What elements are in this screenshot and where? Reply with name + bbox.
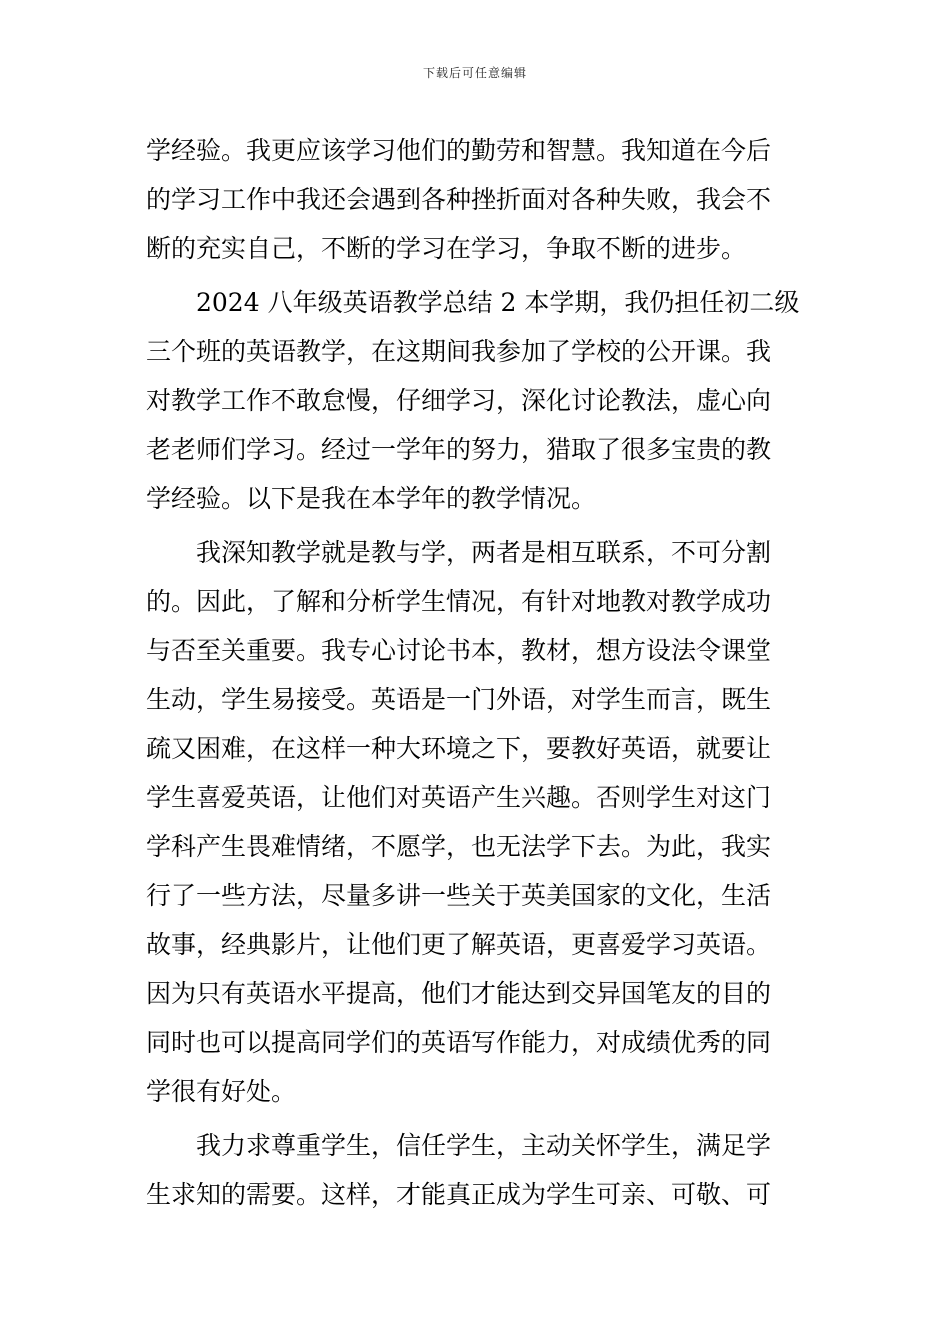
text-line: 同时也可以提高同学们的英语写作能力，对成绩优秀的同 — [146, 1028, 772, 1057]
text-line: 学生喜爱英语，让他们对英语产生兴趣。否则学生对这门 — [146, 783, 772, 812]
text-line: 的学习工作中我还会遇到各种挫折面对各种失败，我会不 — [146, 185, 772, 214]
text-line: 学很有好处。 — [146, 1077, 297, 1106]
document-body — [146, 126, 806, 1219]
text-line: 我深知教学就是教与学，两者是相互联系，不可分割 — [196, 538, 772, 567]
text-line: 学科产生畏难情绪，不愿学，也无法学下去。为此，我实 — [146, 832, 772, 861]
text-line: 断的充实自己，不断的学习在学习，争取不断的进步。 — [146, 234, 747, 263]
text-line: 老老师们学习。经过一学年的努力，猎取了很多宝贵的教 — [146, 435, 772, 464]
text-line: 疏又困难，在这样一种大环境之下，要教好英语，就要让 — [146, 734, 772, 763]
text-line: 因为只有英语水平提高，他们才能达到交异国笔友的目的 — [146, 979, 772, 1008]
text-line: 生求知的需要。这样，才能真正成为学生可亲、可敬、可 — [146, 1180, 772, 1209]
text-line: 学经验。我更应该学习他们的勤劳和智慧。我知道在今后 — [146, 136, 772, 165]
text-line: 故事，经典影片，让他们更了解英语，更喜爱学习英语。 — [146, 930, 772, 959]
text-line: 的。因此，了解和分析学生情况，有针对地教对教学成功 — [146, 587, 772, 616]
text-line: 生动，学生易接受。英语是一门外语，对学生而言，既生 — [146, 685, 772, 714]
paragraph-4 — [146, 1121, 806, 1219]
paragraph-2 — [146, 278, 806, 523]
text-line: 2024 八年级英语教学总结 2 本学期，我仍担任初二级 — [196, 288, 800, 317]
text-line: 我力求尊重学生，信任学生，主动关怀学生，满足学 — [196, 1131, 772, 1160]
paragraph-1 — [146, 126, 806, 273]
text-line: 与否至关重要。我专心讨论书本，教材，想方设法令课堂 — [146, 636, 772, 665]
paragraph-3 — [146, 528, 806, 1116]
text-line: 三个班的英语教学，在这期间我参加了学校的公开课。我 — [146, 337, 772, 366]
text-line: 行了一些方法，尽量多讲一些关于英美国家的文化，生活 — [146, 881, 772, 910]
page-header: 下载后可任意编辑 — [422, 66, 527, 80]
text-line: 学经验。以下是我在本学年的教学情况。 — [146, 484, 597, 513]
text-line: 对教学工作不敢怠慢，仔细学习，深化讨论教法，虚心向 — [146, 386, 772, 415]
